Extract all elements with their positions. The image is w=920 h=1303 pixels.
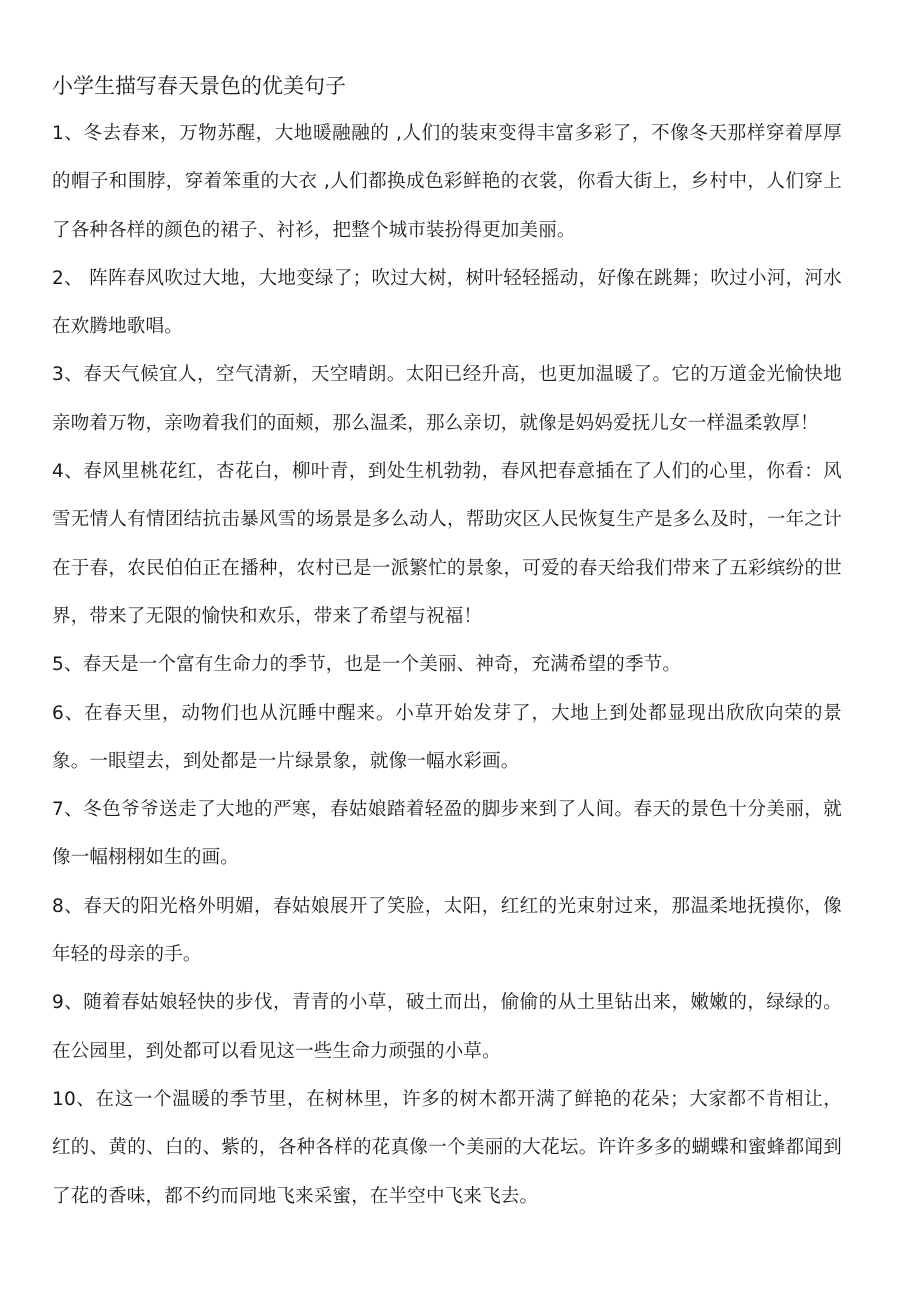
document-page	[52, 62, 842, 1221]
paragraph-5: 5、春天是一个富有生命力的季节，也是一个美丽、神奇，充满希望的季节。	[52, 654, 682, 676]
paragraph-10: 10、在这一个温暖的季节里，在树林里，许多的树木都开满了鲜艳的花朵；大家都不肯相让，红的、黄的、白的、紫的，各种各样的花真像一个美丽的大花坛。许许多多的蝴蝶和蜜蜂都闻到了花的香味，都不约而同地飞来采蜜，在半空中飞来飞去。	[52, 1088, 842, 1207]
paragraph-9: 9、随着春姑娘轻快的步伐，青青的小草，破土而出，偷偷的从土里钻出来，嫩嫩的，绿绿的。在公园里，到处都可以看见这一些生命力顽强的小草。	[52, 992, 842, 1062]
paragraph-4: 4、春风里桃花红，杏花白，柳叶青，到处生机勃勃，春风把春意插在了人们的心里，你看：风雪无情人有情团结抗击暴风雪的场景是多么动人，帮助灾区人民恢复生产是多么及时，一年之计在于春，农民伯伯正在播种，农村已是一派繁忙的景象，可爱的春天给我们带来了五彩缤纷的世界，带来了无限的愉快和欢乐，带来了希望与祝福！	[52, 461, 842, 627]
paragraph-7: 7、冬色爷爷送走了大地的严寒，春姑娘踏着轻盈的脚步来到了人间。春天的景色十分美丽，就像一幅栩栩如生的画。	[52, 799, 842, 869]
paragraph-3: 3、春天气候宜人，空气清新，天空晴朗。太阳已经升高，也更加温暖了。它的万道金光愉快地亲吻着万物，亲吻着我们的面颊，那么温柔，那么亲切，就像是妈妈爱抚儿女一样温柔敦厚！	[52, 364, 842, 434]
paragraph-1: 1、冬去春来，万物苏醒，大地暖融融的 ,人们的装束变得丰富多彩了，不像冬天那样穿着厚厚的帽子和围脖，穿着笨重的大衣 ,人们都换成色彩鲜艳的衣裳，你看大街上，乡村中，人们穿上了各种各样的颜色的裙子、衬衫，把整个城市装扮得更加美丽。	[52, 123, 842, 241]
paragraph-2: 2、 阵阵春风吹过大地，大地变绿了；吹过大树，树叶轻轻摇动，好像在跳舞；吹过小河，河水在欢腾地歌唱。	[52, 267, 842, 338]
paragraph-6: 6、在春天里，动物们也从沉睡中醒来。小草开始发芽了，大地上到处都显现出欣欣向荣的景象。一眼望去，到处都是一片绿景象，就像一幅水彩画。	[52, 702, 842, 772]
paragraph-8: 8、春天的阳光格外明媚，春姑娘展开了笑脸，太阳，红红的光束射过来，那温柔地抚摸你，像年轻的母亲的手。	[52, 895, 842, 966]
document-title: 小学生描写春天景色的优美句子	[52, 74, 346, 98]
